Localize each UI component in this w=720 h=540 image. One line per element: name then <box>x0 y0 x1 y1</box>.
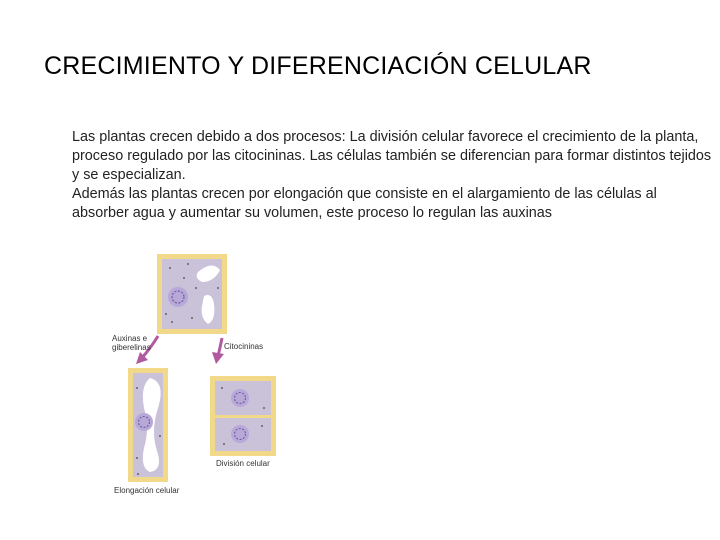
paragraph-elongation: Además las plantas crecen por elongación que consiste en el alargamiento de las células al absorber agua y aumentar su volumen, este proceso lo regulan las auxinas <box>72 186 657 221</box>
label-division-celular: División celular <box>216 459 270 468</box>
paragraph-division: Las plantas crecen debido a dos procesos: La división celular favorece el crecimiento de la planta, proceso regulado por las citocininas. Las células también se diferencian para formar distintos tejidos y se especializan. <box>72 129 712 183</box>
divided-cells <box>210 376 276 456</box>
diagram-graphic <box>100 248 300 498</box>
label-elongacion-celular: Elongación celular <box>114 486 180 495</box>
elongated-cell <box>128 368 168 482</box>
body-text <box>72 128 712 223</box>
original-cell <box>157 254 227 334</box>
slide-title: CRECIMIENTO Y DIFERENCIACIÓN CELULAR <box>44 52 592 80</box>
label-auxinas <box>112 334 151 352</box>
cell-growth-diagram <box>100 248 300 498</box>
label-auxinas-line1: Auxinas e <box>112 334 148 343</box>
label-auxinas-line2: giberelinas <box>112 343 151 352</box>
label-citocininas: Citocininas <box>224 342 264 351</box>
